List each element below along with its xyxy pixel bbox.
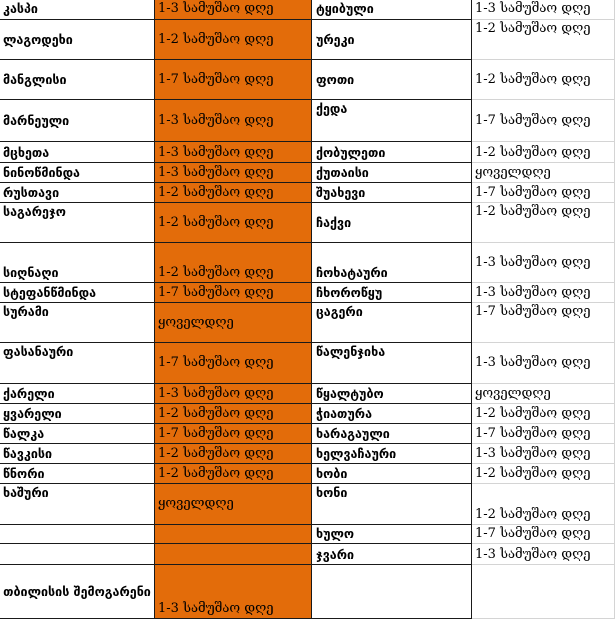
delivery-time-cell-text: 1-3 სამუშაო დღე [475, 547, 591, 562]
delivery-time-cell [472, 203, 615, 243]
delivery-time-cell-text: ყოველდღე [158, 314, 234, 330]
delivery-time-cell [155, 203, 312, 243]
delivery-time-cell-text: 1-2 სამუშაო დღე [158, 446, 274, 461]
city-cell-text: ხაშური [3, 485, 49, 500]
delivery-time-cell-text: 1-7 სამუშაო დღე [158, 71, 274, 87]
delivery-time-cell [472, 565, 615, 619]
city-cell-text: ქობულეთი [316, 145, 386, 160]
city-cell [312, 484, 472, 525]
city-cell [0, 20, 155, 60]
city-cell-text: კასპი [3, 1, 38, 16]
city-cell [0, 243, 155, 283]
city-cell [312, 243, 472, 283]
delivery-time-cell-text: ყოველდღე [475, 386, 551, 401]
delivery-time-cell [155, 142, 312, 163]
city-cell-text: მარნეული [3, 112, 70, 128]
delivery-time-cell [155, 60, 312, 100]
delivery-time-cell [472, 525, 615, 544]
delivery-time-cell [155, 404, 312, 424]
city-cell [0, 60, 155, 100]
delivery-time-cell-text: 1-3 სამუშაო დღე [475, 254, 591, 270]
city-cell [312, 404, 472, 424]
delivery-time-cell-text: 1-3 სამუშაო დღე [158, 165, 274, 180]
delivery-time-cell [472, 0, 615, 20]
delivery-time-cell-text: 1-7 სამუშაო დღე [158, 355, 274, 370]
delivery-time-cell [155, 544, 312, 565]
delivery-time-cell [472, 60, 615, 100]
city-cell-text: ყვარელი [3, 406, 62, 421]
delivery-time-cell [472, 142, 615, 163]
city-cell [312, 283, 472, 303]
delivery-time-cell [472, 424, 615, 444]
delivery-time-cell-text: 1-3 სამუშაო დღე [158, 1, 274, 16]
delivery-time-cell [472, 484, 615, 525]
city-cell [312, 203, 472, 243]
city-cell [0, 484, 155, 525]
city-cell [0, 303, 155, 343]
city-cell-text: წალენჯიხა [316, 344, 386, 359]
delivery-time-cell [155, 484, 312, 525]
delivery-time-cell-text: 1-2 სამუშაო დღე [475, 145, 591, 160]
city-cell [312, 303, 472, 343]
city-cell-text: ხობი [316, 466, 348, 481]
city-cell [312, 343, 472, 384]
delivery-time-cell [155, 525, 312, 544]
delivery-time-cell [472, 283, 615, 303]
city-cell [312, 384, 472, 404]
city-cell [312, 20, 472, 60]
delivery-time-cell-text: 1-3 სამუშაო დღე [475, 285, 591, 300]
delivery-time-cell-text: 1-2 სამუშაო დღე [475, 204, 591, 219]
delivery-time-cell [472, 444, 615, 464]
delivery-time-cell [155, 183, 312, 203]
city-cell [312, 525, 472, 544]
city-cell [0, 283, 155, 303]
city-cell [0, 0, 155, 20]
city-cell [0, 544, 155, 565]
delivery-time-cell-text: 1-7 სამუშაო დღე [158, 426, 274, 441]
delivery-time-cell-text: 1-2 სამუშაო დღე [158, 466, 274, 481]
city-cell-text: სიღნაღი [3, 265, 59, 280]
city-cell [312, 0, 472, 20]
city-cell-text: ჭიათურა [316, 406, 372, 421]
city-cell-text: ჯვარი [316, 547, 355, 562]
city-cell [312, 100, 472, 142]
city-cell [0, 444, 155, 464]
city-cell-text: ხონი [316, 485, 348, 500]
city-cell [312, 163, 472, 183]
delivery-time-cell-text: 1-2 სამუშაო დღე [158, 214, 274, 230]
delivery-time-cell [155, 444, 312, 464]
city-cell-text: წყალტუბო [316, 386, 384, 401]
city-cell [0, 142, 155, 163]
city-cell-text: ხულო [316, 526, 355, 541]
city-cell [0, 525, 155, 544]
delivery-time-cell [472, 544, 615, 565]
delivery-time-cell-text: 1-2 სამუშაო დღე [158, 406, 274, 421]
city-cell-text: წნორი [3, 466, 45, 481]
delivery-time-cell-text: 1-7 სამუშაო დღე [475, 426, 591, 441]
city-cell [312, 444, 472, 464]
city-cell-text: ლაგოდეხი [3, 31, 73, 47]
delivery-time-cell-text: 1-3 სამუშაო დღე [158, 601, 274, 616]
delivery-time-cell [472, 384, 615, 404]
city-cell-text: ურეკი [316, 31, 355, 47]
delivery-time-cell-text: 1-7 სამუშაო დღე [475, 185, 591, 200]
city-cell [312, 464, 472, 484]
delivery-time-cell [155, 20, 312, 60]
city-cell-text: ქარელი [3, 386, 55, 401]
delivery-time-cell-text: 1-7 სამუშაო დღე [475, 526, 591, 541]
delivery-time-cell [472, 183, 615, 203]
delivery-time-cell-text: 1-3 სამუშაო დღე [475, 446, 591, 461]
delivery-time-cell [155, 464, 312, 484]
city-cell [0, 183, 155, 203]
delivery-time-cell [155, 243, 312, 283]
city-cell [312, 183, 472, 203]
delivery-time-cell [155, 100, 312, 142]
city-cell-text: ნინოწმინდა [3, 165, 80, 180]
delivery-time-cell [472, 243, 615, 283]
delivery-time-cell [472, 303, 615, 343]
delivery-time-cell [472, 20, 615, 60]
delivery-time-cell-text: 1-2 სამუშაო დღე [475, 406, 591, 421]
delivery-time-cell-text: 1-2 სამუშაო დღე [475, 507, 591, 522]
delivery-time-cell [155, 565, 312, 619]
delivery-time-cell-text: 1-2 სამუშაო დღე [475, 21, 591, 36]
delivery-time-cell [155, 283, 312, 303]
city-cell-text: მცხეთა [3, 145, 50, 160]
delivery-time-cell [155, 303, 312, 343]
city-cell-text: სტეფანწმინდა [3, 285, 96, 300]
delivery-time-cell-text: 1-7 სამუშაო დღე [475, 304, 591, 319]
city-cell [0, 100, 155, 142]
city-cell-text: ფასანაური [3, 344, 74, 359]
city-cell [0, 203, 155, 243]
city-cell [312, 60, 472, 100]
delivery-time-cell [155, 0, 312, 20]
delivery-time-cell-text: 1-2 სამუშაო დღე [158, 265, 274, 280]
delivery-time-cell [472, 404, 615, 424]
city-cell-text: ჩაქვი [316, 214, 352, 230]
city-cell [312, 424, 472, 444]
delivery-time-cell-text: ყოველდღე [475, 165, 551, 180]
delivery-time-cell-text: 1-3 სამუშაო დღე [158, 112, 274, 128]
city-cell [312, 565, 472, 619]
city-cell-text: ცაგერი [316, 304, 363, 319]
city-cell-text: ქუთაისი [316, 165, 369, 180]
delivery-time-cell-text: 1-7 სამუშაო დღე [475, 112, 591, 128]
delivery-time-cell-text: 1-3 სამუშაო დღე [158, 386, 274, 401]
city-cell [0, 163, 155, 183]
city-cell [0, 565, 155, 619]
city-cell-text: რუსთავი [3, 185, 60, 200]
delivery-time-cell [472, 464, 615, 484]
city-cell-text: მანგლისი [3, 71, 67, 87]
delivery-time-cell [472, 100, 615, 142]
city-cell-text: ხელვაჩაური [316, 446, 397, 461]
city-cell-text: ფოთი [316, 71, 355, 87]
city-cell-text: ქედა [316, 101, 348, 116]
city-cell-text: საგარეჯო [3, 204, 66, 219]
delivery-time-cell-text: 1-2 სამუშაო დღე [475, 466, 591, 481]
city-cell-text: ჩხოროწყუ [316, 285, 383, 300]
delivery-time-cell-text: ყოველდღე [158, 496, 234, 511]
delivery-time-cell [155, 424, 312, 444]
city-cell-text: ტყიბული [316, 1, 374, 16]
delivery-time-cell-text: 1-7 სამუშაო დღე [158, 285, 274, 300]
delivery-time-cell [155, 343, 312, 384]
city-cell [0, 464, 155, 484]
delivery-time-cell [472, 163, 615, 183]
city-cell-text: წალკა [3, 426, 45, 441]
city-cell-text: სურამი [3, 304, 49, 319]
delivery-time-cell [155, 163, 312, 183]
city-cell-text: ხარაგაული [316, 426, 390, 441]
city-cell [0, 384, 155, 404]
delivery-time-cell [472, 343, 615, 384]
city-cell-text: შუახევი [316, 185, 366, 200]
delivery-time-cell-text: 1-2 სამუშაო დღე [475, 71, 591, 87]
city-cell [0, 424, 155, 444]
city-cell-text: ჩოხატაური [316, 265, 388, 280]
city-cell [0, 404, 155, 424]
delivery-time-cell-text: 1-3 სამუშაო დღე [158, 145, 274, 160]
delivery-time-cell [155, 384, 312, 404]
delivery-time-cell-text: 1-2 სამუშაო დღე [158, 185, 274, 200]
delivery-time-cell-text: 1-2 სამუშაო დღე [158, 31, 274, 47]
city-cell-text: წავკისი [3, 446, 53, 461]
delivery-time-cell-text: 1-3 სამუშაო დღე [475, 1, 591, 16]
city-cell [312, 544, 472, 565]
city-cell-text: თბილისის შემოგარენი [3, 583, 151, 599]
delivery-time-cell-text: 1-3 სამუშაო დღე [475, 355, 591, 370]
city-cell [0, 343, 155, 384]
city-cell [312, 142, 472, 163]
